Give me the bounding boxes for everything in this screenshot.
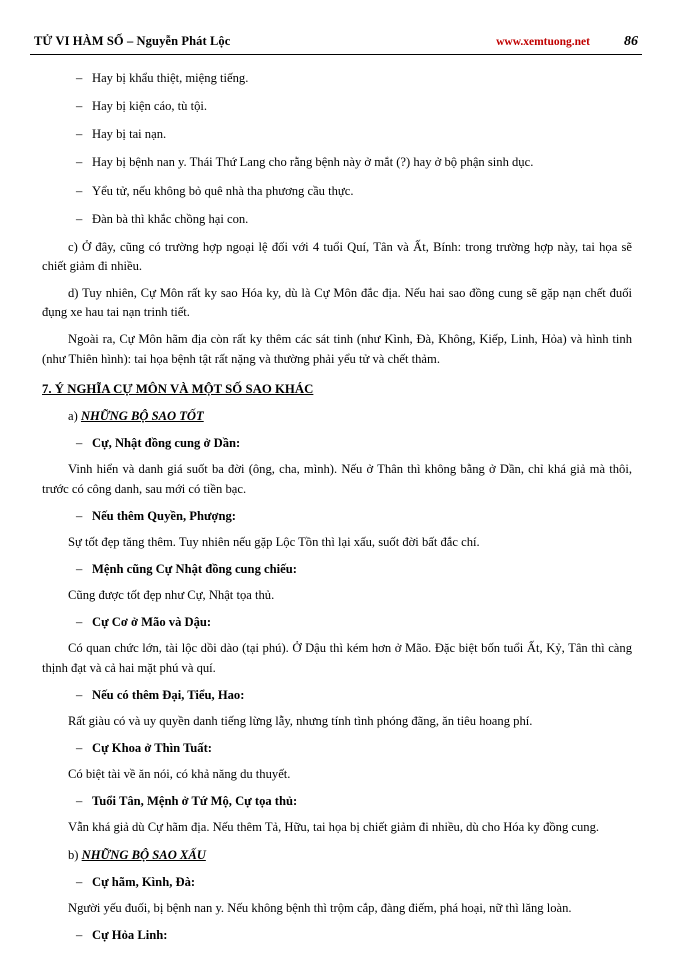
list-item (42, 69, 632, 88)
list-item (42, 434, 632, 453)
paragraph-extra: Ngoài ra, Cự Môn hãm địa còn rất ky thêm các sát tinh (như Kình, Đà, Không, Kiếp, Linh, Hỏa) và hình tinh (như Thiên hình): tai họa bệnh tật rất nặng và thường phải yểu tử và chết thảm. (42, 332, 632, 366)
list-item-text: Hay bị tai nạn. (92, 127, 167, 142)
list-item (42, 153, 632, 172)
list-item-heading: Cự hãm, Kình, Đà: (92, 874, 196, 889)
dash-icon: – (76, 71, 83, 85)
list-item-heading: Cự Khoa ở Thìn Tuất: (92, 740, 212, 755)
dash-icon: – (76, 183, 83, 198)
paragraph-c: c) Ở đây, cũng có trường hợp ngoại lệ đối với 4 tuổi Quí, Tân và Ất, Bính: trong trường hợp này, tai họa sẽ chiết giảm đi nhiều. (42, 239, 632, 273)
dash-icon: – (76, 740, 83, 755)
dash-icon: – (76, 436, 83, 451)
subsection-a-title: NHỮNG BỘ SAO TỐT (80, 409, 204, 424)
list-item-heading: Tuổi Tân, Mệnh ở Tứ Mộ, Cự tọa thủ: (92, 794, 298, 809)
dash-icon: – (76, 874, 83, 889)
page-body (30, 69, 642, 945)
header-book-title: TỬ VI HÀM SỐ – Nguyễn Phát Lộc (34, 34, 231, 48)
list-item (42, 739, 632, 758)
list-item-text: Hay bị bệnh nan y. Thái Thứ Lang cho rằng bệnh này ở mắt (?) hay ở bộ phận sinh dục. (92, 155, 534, 170)
subsection-b-label: b) (68, 847, 79, 862)
list-item-text: Đàn bà thì khắc chồng hại con. (92, 211, 249, 226)
subsection-b-heading (42, 846, 632, 865)
page-number: 86 (624, 34, 638, 49)
list-item (42, 560, 632, 579)
dash-icon: – (76, 687, 83, 702)
dash-icon: – (76, 561, 83, 576)
paragraph-body: Cũng được tốt đẹp như Cự, Nhật tọa thủ. (68, 588, 275, 603)
list-item (42, 613, 632, 632)
dash-icon: – (76, 127, 83, 142)
list-item-text: Hay bị kiện cáo, tù tội. (92, 99, 208, 114)
list-item-heading: Nếu thêm Quyền, Phượng: (92, 508, 236, 523)
paragraph-body: Người yếu đuối, bị bệnh nan y. Nếu không bệnh thì trộm cắp, đàng điếm, phá hoại, nữ thì lăng loàn. (68, 900, 572, 915)
dash-icon: – (76, 794, 83, 809)
list-item-text: Hay bị khẩu thiệt, miệng tiếng. (92, 71, 249, 85)
subsection-a-label: a) (68, 409, 78, 424)
list-item (42, 873, 632, 892)
paragraph-body: Rất giàu có và uy quyền danh tiếng lừng lẫy, nhưng tính tình phóng đãng, ăn tiêu hoang phí. (68, 713, 533, 728)
paragraph-body: Vẫn khá giả dù Cự hãm địa. Nếu thêm Tả, Hữu, tai họa bị chiết giảm đi nhiều, dù cho Hóa ky đồng cung. (68, 820, 600, 835)
paragraph-body: Vinh hiển và danh giá suốt ba đời (ông, cha, mình). Nếu ở Thân thì không bằng ở Dần, chỉ khá giả mà thôi, trước có công danh, sau mới có tiền bạc. (42, 462, 632, 496)
paragraph-body: Sự tốt đẹp tăng thêm. Tuy nhiên nếu gặp Lộc Tồn thì lại xấu, suốt đời bất đắc chí. (68, 534, 480, 549)
list-item-text: Yểu tử, nếu không bỏ quê nhà tha phương cầu thực. (92, 183, 354, 198)
paragraph-d: d) Tuy nhiên, Cự Môn rất ky sao Hóa ky, dù là Cự Môn đắc địa. Nếu hai sao đồng cung sẽ gặp nạn chết đuối đụng xe hau tai nạn trinh tiết. (42, 286, 632, 320)
dash-icon: – (76, 927, 83, 942)
list-item (42, 926, 632, 945)
list-item-heading: Cự Hỏa Linh: (92, 927, 168, 942)
list-item-heading: Mệnh cũng Cự Nhật đồng cung chiếu: (92, 561, 297, 576)
header-website: www.xemtuong.net (496, 36, 590, 48)
section-heading (42, 380, 632, 399)
list-item (42, 507, 632, 526)
subsection-b-title: NHỮNG BỘ SAO XẤU (81, 847, 206, 862)
section-heading-text: 7. Ý NGHĨA CỰ MÔN VÀ MỘT SỐ SAO KHÁC (42, 381, 314, 396)
list-item (42, 182, 632, 201)
list-item (42, 792, 632, 811)
list-item-heading: Nếu có thêm Đại, Tiểu, Hao: (92, 687, 245, 702)
list-item (42, 686, 632, 705)
paragraph-body: Có quan chức lớn, tài lộc dồi dào (tại phú). Ở Dậu thì kém hơn ở Mão. Đặc biệt bốn tuổi Ất, Kỷ, Tân thì càng thịnh đạt và cả hai mặt phú và quí. (42, 641, 632, 675)
list-item (42, 210, 632, 229)
dash-icon: – (76, 155, 83, 170)
dash-icon: – (76, 615, 83, 630)
paragraph-body: Có biệt tài về ăn nói, có khả năng du thuyết. (68, 767, 291, 782)
list-item (42, 125, 632, 144)
subsection-a-heading (42, 407, 632, 426)
page-header (30, 34, 642, 55)
list-item (42, 97, 632, 116)
dash-icon: – (76, 211, 83, 226)
dash-icon: – (76, 508, 83, 523)
dash-icon: – (76, 99, 83, 114)
header-right-group (496, 34, 638, 50)
list-item-heading: Cự Cơ ở Mão và Dậu: (92, 615, 212, 630)
list-item-heading: Cự, Nhật đồng cung ở Dần: (92, 436, 241, 451)
